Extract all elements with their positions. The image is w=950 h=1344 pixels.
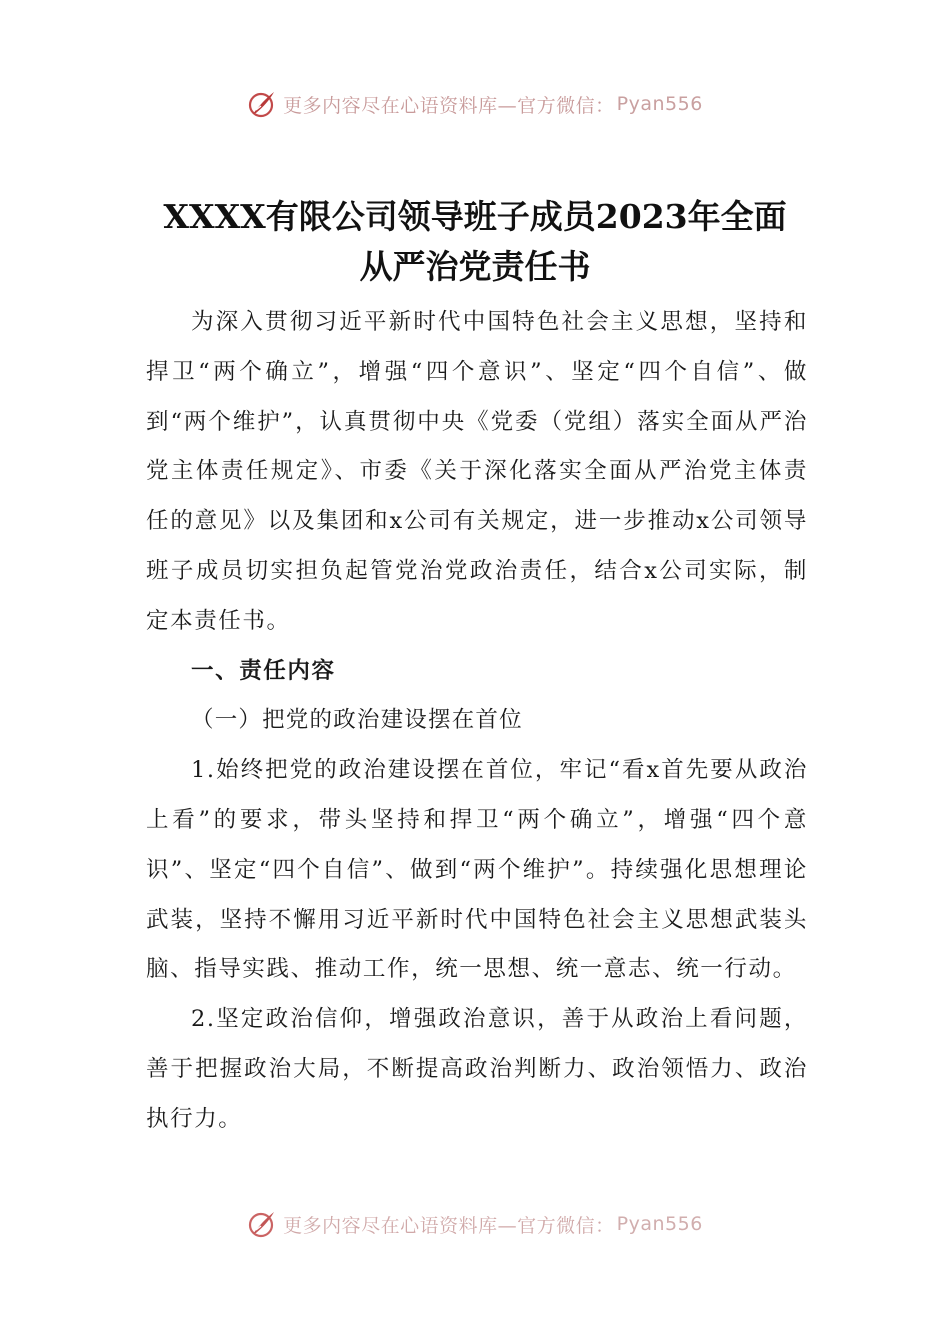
document-title — [130, 192, 820, 292]
section-heading: 一、责任内容 — [191, 657, 336, 684]
document-body — [146, 298, 808, 1145]
quill-logo-icon — [247, 1209, 277, 1239]
intro-paragraph: 为深入贯彻习近平新时代中国特色社会主义思想，坚持和捍卫“两个确立”，增强“四个意识”、坚定“四个自信”、做到“两个维护”，认真贯彻中央《党委（党组）落实全面从严治党主体责任规定》、市委《关于深化落实全面从严治党主体责任的意见》以及集团和x公司有关规定，进一步推动x公司领导班子成员切实担负起管党治党政治责任，结合x公司实际，制定本责任书。 — [146, 309, 808, 634]
footer-watermark — [0, 1204, 950, 1244]
watermark-wechat-id: Pyan556 — [616, 1213, 703, 1235]
clause-paragraph: 2.坚定政治信仰，增强政治意识，善于从政治上看问题，善于把握政治大局，不断提高政治判断力、政治领悟力、政治执行力。 — [146, 1006, 808, 1132]
watermark-text: 更多内容尽在心语资料库—官方微信： — [283, 94, 615, 117]
title-line-2: 从严治党责任书 — [359, 247, 591, 286]
subsection-heading: （一）把党的政治建设摆在首位 — [191, 707, 523, 734]
watermark-text: 更多内容尽在心语资料库—官方微信： — [283, 1214, 615, 1237]
clause-paragraph: 1.始终把党的政治建设摆在首位，牢记“看x首先要从政治上看”的要求，带头坚持和捍卫“两个确立”，增强“四个意识”、坚定“四个自信”、做到“两个维护”。持续强化思想理论武装，坚持不懈用习近平新时代中国特色社会主义思想武装头脑、指导实践、推动工作，统一思想、统一意志、统一行动。 — [146, 757, 808, 983]
header-watermark — [0, 84, 950, 124]
watermark-wechat-id: Pyan556 — [616, 93, 703, 115]
title-line-1: XXXX有限公司领导班子成员2023年全面 — [163, 197, 787, 236]
quill-logo-icon — [247, 89, 277, 119]
